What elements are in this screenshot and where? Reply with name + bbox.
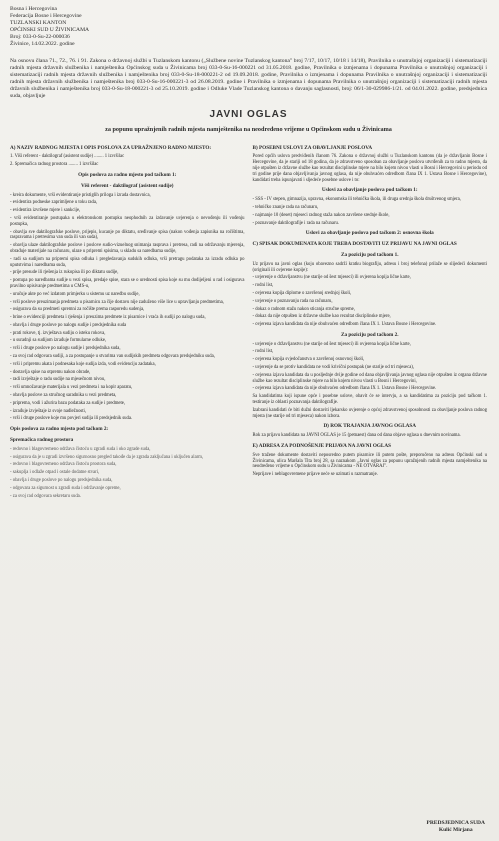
duties-heading: Opis poslova za radno mjesto pod tačkom 2: bbox=[10, 426, 109, 433]
section-c-heading: C) SPISAK DOKUMENATA KOJE TREBA DOSTAVITI UZ PRIJAVU NA JAVNI OGLAS bbox=[252, 241, 457, 248]
list-item: - ovjerena kopija diplome o završenoj srednjoj školi, bbox=[252, 290, 352, 296]
duties-list bbox=[10, 193, 245, 423]
list-item: - ovjerena izjava kandidata da nije obuhvaćen odredbom člana IX 1. Ustava Bosne i Hercegovine. bbox=[252, 386, 437, 392]
section-d-heading: D) ROK TRAJANJA JAVNOG OGLASA bbox=[323, 423, 417, 430]
duties-heading: Opis poslova za radno mjesto pod tačkom 1: bbox=[78, 171, 177, 178]
section-d-text: Rok za prijavu kandidata na JAVNI OGLAS je 15 (petnaest) dana od dana objave oglasa u dnevnim novinama. bbox=[252, 433, 461, 439]
list-item: - rodni list, bbox=[252, 349, 274, 355]
list-item: - SSS - IV stepen, gimnazija, upravna, ekonomska ili tehnička škola, ili druga srednja škola društvenog smjera, bbox=[252, 197, 461, 203]
list-item: - ovjerena izjava kandidata da u posljednje dvije godine od dana objavljivanja javnog oglasa nije otpušten iz organa državne službe kao rezultat disciplinske mjere na bilo kojem nivou vlasti u Bosni i Hercegovini, bbox=[252, 372, 487, 384]
conditions-heading: Uslovi za obavljanje poslova pod tačkom 1: bbox=[321, 187, 418, 194]
intro-paragraph: Na osnovu člana 71., 72., 76. i 91. Zakona o državnoj službi u Tuzlanskom kantonu („Službene novine Tuzlanskog kantona" broj 7/17, 10/17, 10/18 i 14/18), Pravilnika o unutrašnjoj organizaciji i sistematizaciji radnih mjesta državnih službenika i namještenika Općinskog suda u Živinicama broj 033-0-Su-16-000221 od 31.05.2018. godine, Pravilnika o izmjenama i dopunama Pravilnika o unutrašnjoj organizaciji i sistematizaciji radnih mjesta državnih službenika i namještenika broj 033-0-Su-18-000221-2 od 19.09.2018. godine, Pravilnika o izmjenama i dopunama Pravilnika o unutrašnjoj organizaciji i sistematizaciji radnih mjesta državnih službenika i namještenika broj 033-0-Su-16-000221-3 od 26.08.2019. godine i Pravilnika o izmjenama i dopunama Pravilnika o unutrašnjoj organizaciji i sistematizaciji radnih mjesta državnih službenika i namještenika broj 033-0-Su-18-000221-3 od 25.10.2019. godine i Odluke Vlade Tuzlanskog kantona o davanju saglasnosti, broj: 06/1-30-029986-1/21. od 04.01.2022. godine, predsjednica suda, objavljuje bbox=[10, 58, 487, 100]
position-item: 1. Viši referent - daktilograf (asistent sudije) ........ 1 izvršilac bbox=[10, 154, 125, 160]
list-item: - vrši evidentiranje postupaka u elektronskom postupku neophodnih za izdavanje uvjerenja o nevođenju ili vođenju postupka, bbox=[10, 215, 245, 227]
list-item: - u suradnji sa sudijom izrađuje formularne odluke, bbox=[10, 338, 107, 344]
list-item: - radi izvještaje o radu sudije na mjesečnom nivou, bbox=[10, 377, 106, 383]
list-item: - rodni list, bbox=[252, 283, 274, 289]
list-item: - uručuje akte po već izdatom primjerku u sistemu uz naredbu sudije, bbox=[10, 291, 140, 297]
signature-name: Kulić Mirjana bbox=[438, 826, 473, 833]
role-heading: Spremačica radnog prostora bbox=[10, 437, 74, 444]
list-item: - osigurava da je u zgradi izvršeno sigurnosno pregled takođe da je zgrada zaključana i uključen alarm, bbox=[10, 454, 204, 460]
header-line: Broj: 033-0-Su-22-000036 bbox=[10, 34, 70, 40]
list-item: - vrši poslove preuzimanja predmeta u pisarnicu za čije dostavu nije zaduženo više lice u upravljanju predmetima, bbox=[10, 299, 224, 305]
right-column bbox=[253, 141, 488, 502]
list-item: - uvjerenje da se protiv kandidata ne vodi krivični postupak (ne starije od tri mjeseca), bbox=[252, 365, 415, 371]
list-item: - poznavanje daktilografije i rada na računaru. bbox=[252, 220, 340, 226]
section-a-heading: A) NAZIV RADNOG MJESTA I OPIS POSLOVA ZA UPRAŽNJENO RADNO MJESTO: bbox=[10, 144, 212, 151]
list-item: - sakuplja i odlaže otpad i ostale dodatne stvari, bbox=[10, 470, 100, 476]
list-item: - redovno i blagovremeno održava čistoću prostora suda, bbox=[10, 462, 117, 468]
list-item: - brine o evidenciji predmeta i rješenja i preuzima predmete iz pisarnice i vraća ih sudiji po nalogu suda, bbox=[10, 315, 206, 321]
list-item: - obavlja poslove za stručnog saradnika u vezi predmeta, bbox=[10, 393, 117, 399]
court-header bbox=[10, 6, 487, 48]
list-item: - odgovara za sigurnost u zgradi suda i održavanje opreme, bbox=[10, 485, 121, 491]
two-column-body bbox=[10, 141, 487, 502]
list-item: - uvjerenje o poznavanju rada na računaru, bbox=[252, 298, 333, 304]
list-item: - ovjerena izjava kandidata da nije obuhvaćen odredbom člana IX 1. Ustava Bosne i Hercegovine. bbox=[252, 322, 437, 328]
position-item: 2. Spremačica radnog prostora ........ 1 izvršilac bbox=[10, 162, 99, 168]
list-item: - uvjerenje o državljanstvu (ne starije od šest mjeseci) ili ovjerena kopija lične karte, bbox=[252, 275, 411, 281]
list-item: - dostavlja spise na otpremu nakon obrade, bbox=[10, 369, 91, 375]
list-item: - tehničko znanje rada na računaru, bbox=[252, 204, 319, 210]
section-e-heading: E) ADRESA ZA PODNOŠENJE PRIJAVA NA JAVNI OGLAS bbox=[252, 443, 392, 450]
list-item: - kreira dokumente, vrši evidentiranje pristiglih priloga i izrada dostavnica, bbox=[10, 192, 151, 198]
signature-block bbox=[426, 820, 485, 833]
list-item: - prije presude ili rješenja iz rukopisa ili po diktatu sudije, bbox=[10, 270, 119, 276]
list-item: - dokaz da nije otpušten iz državne službe kao rezultat disciplinske mjere, bbox=[252, 314, 391, 320]
list-item: - radi sa sudijom na pripremi spisa odluka i pregledavanja sudskih odluka, vrši pretragu podataka za izradu odluka po uputstvima i naredbama suda, bbox=[10, 256, 245, 268]
section-b-heading: B) POSEBNI USLOVI ZA OBAVLJANJE POSLOVA bbox=[252, 144, 373, 151]
header-line: OPĆINSKI SUD U ŽIVINICAMA bbox=[10, 27, 90, 33]
section-c-note: Izabrani kandidati će biti dužni dostaviti ljekarsko uvjerenje o općoj zdravstvenoj sposobnosti za obavljanje poslova radnog mjesta (ne starije od tri mjeseca) nakon izbora. bbox=[252, 407, 487, 419]
list-item: - priprema, vodi i ažurira bazu podataka za sudije i predmete, bbox=[10, 400, 126, 406]
duties-list bbox=[10, 447, 245, 500]
header-line: Bosna i Hercegovina bbox=[10, 6, 57, 12]
position-heading: Za poziciju pod tačkom 2. bbox=[341, 331, 399, 338]
section-c-note: Sa kandidatima koji ispune opće i posebne uslove, obavit će se intervju, a sa kandidatima za poziciju pod tačkom 1. testiranje iz oblasti poznavanja daktilografije. bbox=[252, 394, 487, 406]
list-item: - uvjerenje o državljanstvu (ne starije od šest mjeseci) ili ovjerena kopija lične karte, bbox=[252, 341, 411, 347]
list-item: - vrši umnožavanje materijala u vezi predmeta i na kopir aparatu, bbox=[10, 385, 133, 391]
list-item: - obavlja i druge poslove po nalogu sudije i predsjednika suda bbox=[10, 322, 127, 328]
section-e-text: Sve tražene dokumente dostaviti neposredno putem pisarnice ili putem pošte, preporučeno na adresu Općinski sud u Živinicama, ulica Maršala Tita broj 28, sa naznakom „Javni oglas za popunu upražnjenih radnih mjesta namještenika na neodređeno vrijeme u Općinskom sudu u Živinicama - NE OTVARAJ". bbox=[252, 452, 487, 470]
section-e-note: Neprijave i neblagovremene prijave neće se uzimati u razmatranje. bbox=[252, 472, 378, 478]
document-subtitle: za popunu upražnjenih radnih mjesta namještenika na neodređeno vrijeme u Općinskom sudu u Živinicama bbox=[105, 125, 392, 133]
list-item: - vrši i druge poslove koje mu povjeri sudija ili predsjednik suda. bbox=[10, 416, 133, 422]
list-item: - za svoj rad odgovara sekretaru suda. bbox=[10, 493, 81, 499]
header-line: Federacija Bosne i Hercegovine bbox=[10, 13, 82, 19]
list-item: - izrađuje izvještaje iz svoje nadležnosti, bbox=[10, 408, 87, 414]
list-item: - evidentira izvršene mjere i sankcije, bbox=[10, 208, 81, 214]
conditions-heading: Uslovi za obavljanje poslova pod tačkom 2: osnovna škola bbox=[305, 230, 434, 237]
role-heading: Viši referent - daktilograf (asistent sudije) bbox=[80, 182, 174, 189]
list-item: - prati rokove, tj. izvještava sudiju o isteku rokova, bbox=[10, 330, 106, 336]
list-item: - obavlja i druge poslove po nalogu predsjednika suda, bbox=[10, 478, 113, 484]
section-b-text: Pored općih uslova predviđenih članom 76. Zakona o državnoj službi u Tuzlanskom kantonu (da je državljanin Bosne i Hercegovine, da je stariji od 18 godina, da je zdravstveno sposoban za obavljanje poslova utvrđenih za to radno mjesto, da nije otpušten iz državne službe kao rezultat disciplinske mjere na bilo kojem nivou vlasti u Bosni i Hercegovini u periodu od tri godine prije dana objavljivanja javnog oglasa, da nije obuhvaćen odredbom člana IX 1. Ustava Bosne i Hercegovine), kandidati treba ispunjavati i sljedeće posebne uslove i to: bbox=[252, 154, 487, 183]
list-item: - dokaz o radnom stažu nakon sticanja stručne spreme, bbox=[252, 306, 355, 312]
left-column bbox=[10, 141, 245, 502]
header-line: TUZLANSKI KANTON bbox=[10, 20, 67, 26]
document-title: JAVNI OGLAS bbox=[209, 108, 288, 120]
list-item: - vrši i pripremu akata i podnesaka koje sudija izda, vodi evidenciju zadataka, bbox=[10, 361, 156, 367]
list-item: - za svoj rad odgovara sudiji, a za postupanje u stvarima van sudijskih predmeta odgovara predsjedniku suda, bbox=[10, 354, 215, 360]
list-item: - ovjerena kopija svjedočanstva o završenoj osnovnoj školi, bbox=[252, 357, 365, 363]
list-item: Uz prijavu na javni oglas (koju obavezno sadrži kratku biografiju, adresu i broj telefona) prilaže se slijedeći dokumenti (originali ili ovjerene kopije): bbox=[252, 261, 487, 273]
list-item: - obavlja sve daktilografske poslove, prijepis, kucanje po diktatu, sređivanje spisa (nakon vođenja zapisnika na ročištima, raspravama i pretresima van suda ili van suda), bbox=[10, 229, 245, 241]
list-item: - osigurava da su predmeti spremni za ročište prema rasporedu sudenja, bbox=[10, 307, 145, 313]
list-item: - evidentira podneske zaprimljene u toku rada, bbox=[10, 200, 98, 206]
header-line: Živinice, 14.02.2022. godine bbox=[10, 41, 75, 47]
list-item: - obavlja ulaze daktilografske poslove i poslove sudio-vizuelnog snimanja rasprava i pretresa, radi na održavanju mjerenja, obrađuje materijale na računaru, ulaze u pripremi spisima, u skladu sa naredbama sudije, bbox=[10, 243, 245, 254]
list-item: - redovno i blagovremeno održava čistoću u zgradi suda i oko zgrade suda, bbox=[10, 446, 151, 452]
signature-role: PREDSJEDNICA SUDA bbox=[426, 820, 485, 826]
list-item: - najmanje 10 (deset) mjeseci radnog staža nakon završene srednje škole, bbox=[252, 212, 390, 218]
list-item: - vrši i druge poslove po nalogu sudije i predsjednika suda, bbox=[10, 346, 121, 352]
position-heading: Za poziciju pod tačkom 1. bbox=[341, 251, 399, 258]
list-item: - postupa po naredbama sudije u vezi spisa, predaje spise, stara se o urednosti spisa koje su mu dodijeljeni u rad i osigurava pravilno upisivanje predmetima u CMS-u, bbox=[10, 278, 245, 289]
